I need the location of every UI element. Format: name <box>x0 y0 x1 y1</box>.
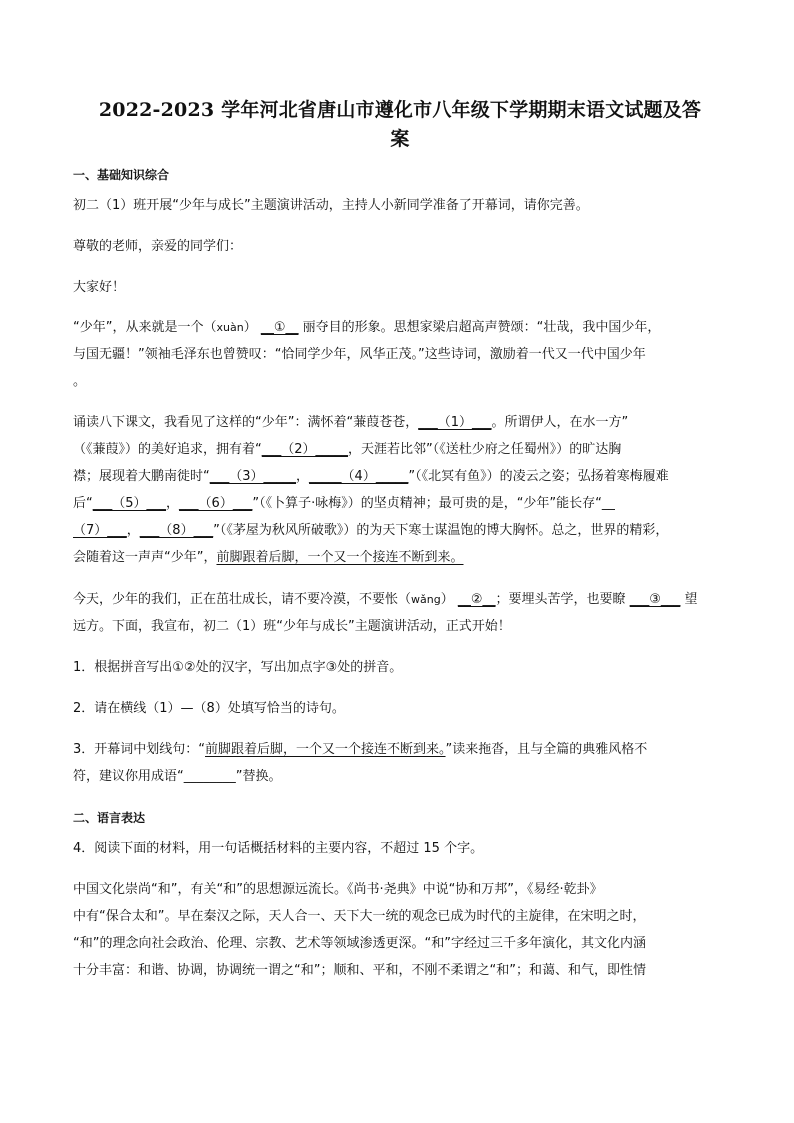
para2-line-1: 诵读八下课文，我看见了这样的“少年”：满怀着“蒹葭苍苍，___（1）___。所谓伊人，在水一方” <box>73 415 629 430</box>
pinyin-wang: wǎng <box>411 593 441 606</box>
poem-blank-1: ___（1）___ <box>418 415 492 430</box>
question-3-line-1: 3．开幕词中划线句：“前脚跟着后脚，一个又一个接连不断到来。”读来拖沓，且与全篇的典雅风格不 <box>73 742 648 757</box>
para2-line-2: （《蒹葭》）的美好追求，拥有着“___（2）_____，天涯若比邻”（《送杜少府之任蜀州》）的旷达胸 <box>73 442 622 457</box>
blank-3: ___③___ <box>629 592 681 607</box>
material-line-1: 中国文化崇尚“和”，有关“和”的思想源远流长。《尚书·尧典》中说“协和万邦”，《易经·乾卦》 <box>73 882 603 897</box>
question-3-line-2: 符，建议你用成语“________”替换。 <box>73 769 282 784</box>
underlined-sentence: 前脚跟着后脚，一个又一个接连不断到来。 <box>216 550 464 565</box>
section-heading-2: 二、语言表达 <box>73 811 146 825</box>
para2-line-4: 后“___（5）___，___（6）___”（《卜算子·咏梅》）的坚贞精神；最可贵的是，“少年”能长存“__ <box>73 496 615 511</box>
para3-line-1: 今天，少年的我们，正在茁壮成长，请不要冷漠，不要怅（wǎng） __②__；要埋头苦学，也要瞭 ___③___ 望 <box>73 592 698 607</box>
para1-line-3: 。 <box>73 374 87 389</box>
para1-line-1: “少年”，从来就是一个（xuàn） __①__ 丽夺目的形象。思想家梁启超高声赞颂：“壮哉，我中国少年， <box>73 320 661 335</box>
q3-underlined-sentence: 前脚跟着后脚，一个又一个接连不断到来。 <box>205 742 446 757</box>
pinyin-xuan: xuàn <box>216 321 244 334</box>
question-2: 2．请在横线（1）—（8）处填写恰当的诗句。 <box>73 701 345 716</box>
poem-blank-7: （7）___ <box>73 523 127 538</box>
para3-line-2: 远方。下面，我宣布，初二（1）班“少年与成长”主题演讲活动，正式开始！ <box>73 619 511 634</box>
poem-blank-8: ___（8）___ <box>139 523 214 538</box>
hello-line: 大家好！ <box>73 280 126 295</box>
document-title <box>70 96 730 154</box>
title-line-1: 2022-2023 学年河北省唐山市遵化市八年级下学期期末语文试题及答 <box>98 99 702 121</box>
question-4: 4．阅读下面的材料，用一句话概括材料的主要内容，不超过 15 个字。 <box>73 841 484 856</box>
para2-line-3: 襟；展现着大鹏南徙时“___（3）_____，_____（4）_____”（《北冥有鱼》）的凌云之姿；弘扬着寒梅履难 <box>73 469 669 484</box>
para1-line-2: 与国无疆！”领袖毛泽东也曾赞叹：“恰同学少年，风华正茂。”这些诗词，激励着一代又一代中国少年 <box>73 347 646 362</box>
poem-blank-5: ___（5）___ <box>92 496 167 511</box>
intro-paragraph: 初二（1）班开展“少年与成长”主题演讲活动，主持人小新同学准备了开幕词，请你完善。 <box>73 198 589 213</box>
poem-blank-3: ___（3）_____ <box>209 469 297 484</box>
material-line-4: 十分丰富：和谐、协调，协调统一谓之“和”；顺和、平和，不刚不柔谓之“和”；和蔼、和气，即性情 <box>73 963 646 978</box>
para2-line-6: 会随着这一声声“少年”，前脚跟着后脚，一个又一个接连不断到来。 <box>73 550 464 565</box>
title-line-2: 案 <box>390 128 410 150</box>
poem-blank-2: ___（2）_____ <box>261 442 349 457</box>
question-1: 1．根据拼音写出①②处的汉字，写出加点字③处的拼音。 <box>73 660 403 675</box>
material-line-3: “和”的理念向社会政治、伦理、宗教、艺术等领域渗透更深。“和”字经过三千多年演化，其文化内涵 <box>73 936 646 951</box>
greeting: 尊敬的老师，亲爱的同学们： <box>73 239 243 254</box>
material-line-2: 中有“保合太和”。早在秦汉之际，天人合一、天下大一统的观念已成为时代的主旋律，在宋明之时， <box>73 909 646 924</box>
blank-2: __②__ <box>457 592 496 607</box>
poem-blank-6: ___（6）___ <box>179 496 253 511</box>
blank-1: __①__ <box>260 320 299 335</box>
para2-line-5: （7）___，___（8）___”（《茅屋为秋风所破歌》）的为天下寒士谋温饱的博大胸怀。总之，世界的精彩， <box>73 523 669 538</box>
poem-blank-4: _____（4）_____ <box>309 469 409 484</box>
section-heading-1: 一、基础知识综合 <box>73 168 170 182</box>
